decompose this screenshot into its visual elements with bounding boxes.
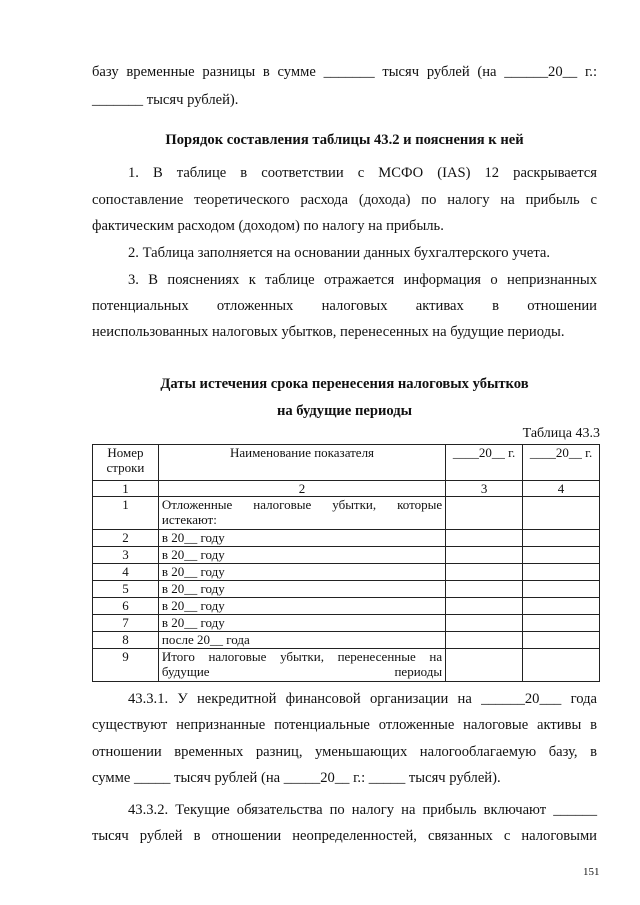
- text-line: 1. В таблице в соответствии с МСФО (IAS) 12 раскрывается: [128, 165, 597, 181]
- row-number: 8: [93, 632, 159, 649]
- row-label: в 20__ году: [158, 581, 445, 598]
- value-cell: [446, 598, 523, 615]
- table-row: [93, 497, 600, 530]
- row-label: в 20__ году: [158, 530, 445, 547]
- value-cell: [446, 615, 523, 632]
- text-line: базу временные разницы в сумме _______ тысяч рублей (на ______20__ г.:: [92, 64, 597, 80]
- table-header-row: [93, 445, 600, 481]
- value-cell: [446, 632, 523, 649]
- value-cell: [523, 497, 600, 530]
- row-label: Отложенные налоговые убытки, которые истекают:: [158, 497, 445, 530]
- value-cell: [523, 632, 600, 649]
- text-line: 2. Таблица заполняется на основании данных бухгалтерского учета.: [128, 245, 551, 261]
- row-number: 1: [93, 497, 159, 530]
- text-line: отношении временных разниц, уменьшающих налогооблагаемую базу, в: [92, 744, 597, 760]
- text-line: 3. В пояснениях к таблице отражается информация о непризнанных: [128, 272, 597, 288]
- row-number: 2: [93, 530, 159, 547]
- table-heading: на будущие периоды: [276, 403, 413, 419]
- table-row: [93, 581, 600, 598]
- table-row: [93, 615, 600, 632]
- header-row-number: Номер строки: [93, 445, 159, 481]
- section-heading: Порядок составления таблицы 43.2 и пояснения к ней: [165, 132, 524, 148]
- page-number: 151: [583, 866, 600, 878]
- table-row: [93, 530, 600, 547]
- table-colnum-row: [93, 481, 600, 497]
- text-line: фактическим расходом (доходом) по налогу на прибыль.: [92, 218, 444, 234]
- text-line: потенциальных отложенных налоговых активах в отношении: [92, 298, 597, 314]
- value-cell: [523, 564, 600, 581]
- row-label: в 20__ году: [158, 547, 445, 564]
- table-row: [93, 632, 600, 649]
- text-line: _______ тысяч рублей).: [92, 92, 239, 108]
- text-line: существуют непризнанные потенциальные отложенные налоговые активы в: [92, 717, 597, 733]
- row-number: 9: [93, 649, 159, 682]
- table-row: [93, 564, 600, 581]
- value-cell: [523, 581, 600, 598]
- value-cell: [523, 530, 600, 547]
- colnum: 4: [523, 481, 600, 497]
- value-cell: [446, 547, 523, 564]
- table-caption: Таблица 43.3: [522, 426, 600, 441]
- value-cell: [446, 649, 523, 682]
- header-indicator-name: Наименование показателя: [158, 445, 445, 481]
- row-number: 4: [93, 564, 159, 581]
- row-label: Итого налоговые убытки, перенесенные на будущие периоды: [158, 649, 445, 682]
- row-label: после 20__ года: [158, 632, 445, 649]
- text-line: 43.3.2. Текущие обязательства по налогу на прибыль включают ______: [128, 802, 597, 818]
- header-year-1: ____20__ г.: [446, 445, 523, 481]
- colnum: 3: [446, 481, 523, 497]
- row-number: 5: [93, 581, 159, 598]
- value-cell: [446, 497, 523, 530]
- table-row: [93, 598, 600, 615]
- text-line: неиспользованных налоговых убытков, перенесенных на будущие периоды.: [92, 324, 565, 340]
- value-cell: [523, 598, 600, 615]
- value-cell: [446, 564, 523, 581]
- row-number: 6: [93, 598, 159, 615]
- text-line: сумме _____ тысяч рублей (на _____20__ г.: _____ тысяч рублей).: [92, 770, 501, 786]
- value-cell: [446, 581, 523, 598]
- colnum: 1: [93, 481, 159, 497]
- table-heading: Даты истечения срока перенесения налоговых убытков: [160, 376, 529, 392]
- value-cell: [523, 649, 600, 682]
- row-number: 7: [93, 615, 159, 632]
- colnum: 2: [158, 481, 445, 497]
- text-line: тысяч рублей в отношении неопределенностей, связанных с налоговыми: [92, 828, 597, 844]
- loss-expiry-table: [92, 444, 600, 682]
- text-line: сопоставление теоретического расхода (дохода) по налогу на прибыль с: [92, 192, 597, 208]
- row-label: в 20__ году: [158, 598, 445, 615]
- row-label: в 20__ году: [158, 615, 445, 632]
- table-row: [93, 547, 600, 564]
- value-cell: [523, 615, 600, 632]
- text-line: 43.3.1. У некредитной финансовой организации на ______20___ года: [128, 691, 597, 707]
- value-cell: [523, 547, 600, 564]
- header-year-2: ____20__ г.: [523, 445, 600, 481]
- row-label: в 20__ году: [158, 564, 445, 581]
- table-row: [93, 649, 600, 682]
- value-cell: [446, 530, 523, 547]
- row-number: 3: [93, 547, 159, 564]
